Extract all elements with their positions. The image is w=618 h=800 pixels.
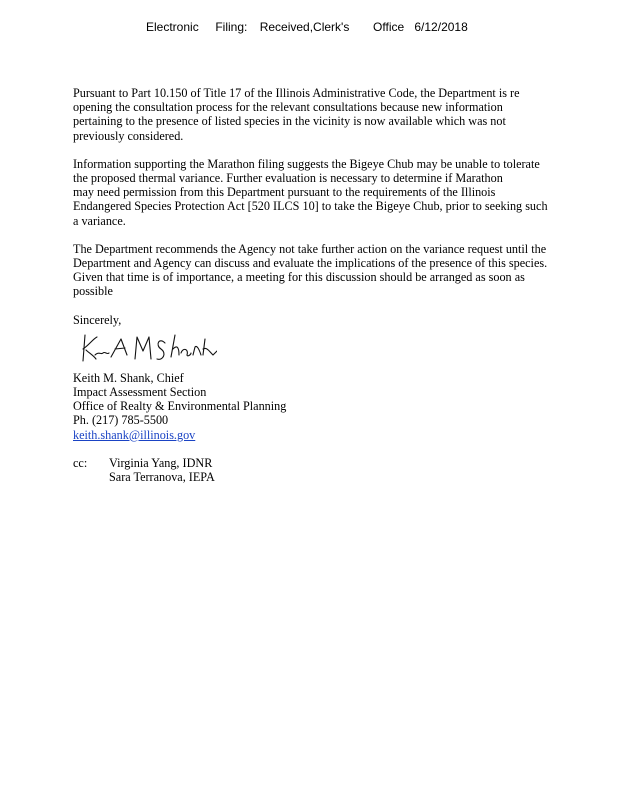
signer-office: Office of Realty & Environmental Planning [73, 399, 287, 414]
text-line: the proposed thermal variance. Further evaluation is necessary to determine if Marathon [73, 171, 503, 186]
text-line: Endangered Species Protection Act [520 ILCS 10] to take the Bigeye Chub, prior to seeking such [73, 199, 548, 214]
header-received: Received,Clerk's [259, 20, 350, 34]
text-line: Pursuant to Part 10.150 of Title 17 of the Illinois Administrative Code, the Department is re [73, 86, 520, 100]
paragraph-recommendation [73, 242, 605, 299]
signer-email-link[interactable]: keith.shank@illinois.gov [73, 427, 196, 442]
header-filing: Filing: [215, 20, 248, 34]
text-line: opening the consultation process for the relevant consultations because new information [73, 100, 503, 115]
text-line: Given that time is of importance, a meeting for this discussion should be arranged as soon as [73, 270, 525, 285]
cc-recipient: Virginia Yang, IDNR [109, 455, 213, 470]
header-electronic: Electronic [146, 20, 199, 34]
header-date: 6/12/2018 [414, 20, 468, 34]
header-office: Office [373, 20, 405, 34]
closing: Sincerely, [73, 312, 122, 327]
cc-list [109, 456, 605, 484]
paragraph-reopening [73, 86, 605, 143]
signer-name: Keith M. Shank, Chief [73, 370, 184, 385]
cc-block [73, 456, 605, 484]
text-line: Information supporting the Marathon filing suggests the Bigeye Chub may be unable to tolerate [73, 156, 540, 171]
signature-block [73, 313, 605, 442]
text-line: possible [73, 284, 113, 299]
letter-body [73, 86, 605, 484]
text-line: Department and Agency can discuss and evaluate the implications of the presence of this species. [73, 256, 548, 271]
signer-phone: Ph. (217) 785-5500 [73, 413, 169, 428]
cc-label: cc: [73, 455, 88, 470]
text-line: pertaining to the presence of listed species in the vicinity is now available which was not [73, 114, 506, 129]
signer-section: Impact Assessment Section [73, 385, 207, 400]
text-line: a variance. [73, 213, 126, 228]
text-line: The Department recommends the Agency not take further action on the variance request until the [73, 241, 547, 256]
paragraph-bigeye-chub [73, 157, 605, 228]
filing-stamp-header [146, 20, 566, 34]
handwritten-signature [77, 329, 217, 367]
cc-recipient: Sara Terranova, IEPA [109, 470, 215, 485]
text-line: may need permission from this Department pursuant to the requirements of the Illinois [73, 185, 496, 200]
text-line: previously considered. [73, 128, 184, 143]
